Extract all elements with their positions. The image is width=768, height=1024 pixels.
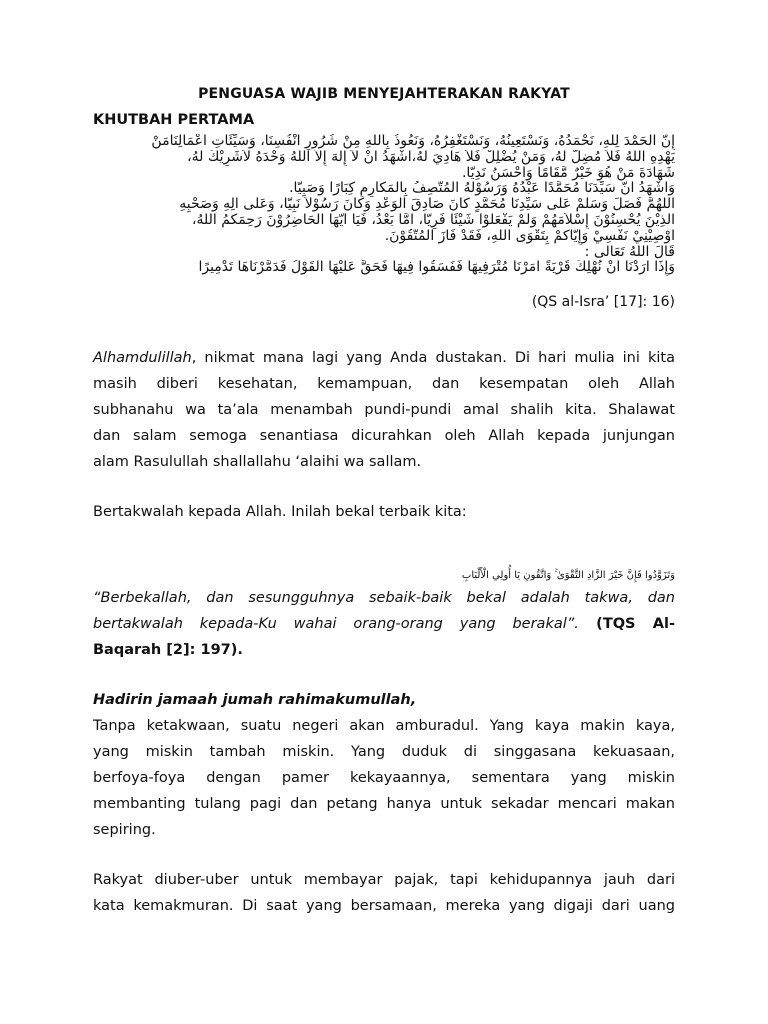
text-line: masih diberi kesehatan, kemampuan, dan kesempatan oleh Allah	[93, 376, 675, 392]
text-line: Baqarah [2]: 197).	[93, 642, 243, 658]
arabic-line: وَأَشْهَدُ أَنَّ سَيِّدَنَا مُحَمَّدًا عَبْدُهُ وَرَسُوْلُهُ الْمُتَّصِفُ بِالْمَكَارِمِ كِبَارًا وَصَبِيًّا.	[289, 181, 675, 197]
text-line: membanting tulang pagi dan petang hanya untuk sekadar mencari makan	[93, 796, 675, 812]
paragraph-hadirin	[93, 687, 675, 843]
section-heading: KHUTBAH PERTAMA	[93, 112, 255, 128]
text-line: Bertakwalah kepada Allah. Inilah bekal terbaik kita:	[93, 504, 467, 520]
arabic-line: اَللَّهُمَّ فَصَلِّ وَسَلِّمْ عَلَى سَيِّدِنَا مُحَمَّدٍ كَانَ صَادِقَ الْوَعْدِ وَكَانَ رَسُوْلاً نَبِيًّا، وَعَلَى آلِهِ وَصَحْبِهِ	[179, 197, 675, 213]
arabic-line: يَهْدِهِ اللَّهُ فَلاَ مُضِلَّ لَهُ، وَمَنْ يُضْلِلْ فَلاَ هَادِيَ لَهُ،أَشْهَدُ أَنْ لاَ إِلَهَ إِلاَّ اللهُ وَحْدَهُ لاَشَرِيْكَ لَهُ،	[187, 149, 675, 165]
arabic-opening	[93, 134, 675, 276]
paragraph-translation	[93, 585, 675, 663]
text-line: kata kemakmuran. Di saat yang bersamaan, mereka yang digaji dari uang	[93, 898, 675, 914]
paragraph-takwa	[93, 499, 675, 525]
text-line: Alhamdulillah, nikmat mana lagi yang Anda dustakan. Di hari mulia ini kita	[93, 350, 675, 366]
arabic-line: إِنَّ الْحَمْدَ لِلَّهِ، نَحْمَدُهُ، وَنَسْتَعِينُهُ، وَنَسْتَغْفِرُهُ، وَنَعُوذُ بِاللَّهِ مِنْ شُرُورِ أَنْفُسِنَا، وَسَيِّئَاتِ أَعْمَالِنَامَنْ	[151, 134, 675, 149]
paragraph-opening	[93, 345, 675, 475]
qs-reference: (QS al-Isra’ [17]: 16)	[531, 294, 675, 310]
arabic-line: شَهَادَةَ مَنْ هُوَ خَيْرٌ مَّقَامًا وَأَحْسَنُ نَدِيًّا.	[461, 165, 675, 181]
arabic-verse-small: وَتَزَوَّدُوا فَإِنَّ خَيْرَ الزَّادِ التَّقْوَىٰ ۚ وَاتَّقُونِ يَا أُولِي الْأَلْبَابِ	[461, 570, 675, 581]
text-line: Rakyat diuber-uber untuk membayar pajak, tapi kehidupannya jauh dari	[93, 872, 675, 888]
document-title: PENGUASA WAJIB MENYEJAHTERAKAN RAKYAT	[198, 86, 570, 102]
text-line: Tanpa ketakwaan, suatu negeri akan amburadul. Yang kaya makin kaya,	[93, 718, 675, 734]
text-line: subhanahu wa ta’ala menambah pundi-pundi amal shalih kita. Shalawat	[93, 402, 675, 418]
subheading: Hadirin jamaah jumah rahimakumullah,	[93, 692, 417, 708]
text-line: dan salam semoga senantiasa dicurahkan oleh Allah kepada junjungan	[93, 428, 675, 444]
italic-term: Alhamdulillah	[93, 350, 192, 366]
arabic-line: وَإِذَا أَرَدْنَا أَنْ نُهْلِكَ قَرْيَةً أَمَرْنَا مُتْرَفِيهَا فَفَسَقُوا فِيهَا فَحَقَّ عَلَيْهَا الْقَوْلُ فَدَمَّرْنَاهَا تَدْمِيرًا	[198, 260, 675, 276]
paragraph-rakyat	[93, 867, 675, 919]
text-line: “Berbekallah, dan sesungguhnya sebaik-baik bekal adalah takwa, dan	[93, 590, 675, 606]
text-line: alam Rasulullah shallallahu ‘alaihi wa sallam.	[93, 454, 422, 470]
text-line: sepiring.	[93, 822, 156, 838]
text-line: berfoya-foya dengan pamer kekayaannya, sementara yang miskin	[93, 770, 675, 786]
arabic-line: الَّذِيْنَ يُحْسِنُوْنَ إِسْلاَمَهُمْ وَلَمْ يَفْعَلُوْا شَيْئًا فَرِيًّا، أَمَّا بَعْدُ، فَيَا أَيُّهَا الْحَاضِرُوْنَ رَحِمَكُمُ اللهُ،	[191, 212, 675, 228]
arabic-line: قَالَ اللهُ تَعَالَى :	[584, 244, 675, 260]
arabic-line: أُوْصِيْنِيْ نَفْسِيْ وَإِيَّاكُمْ بِتَقْوَى اللهِ، فَقَدْ فَازَ الْمُتَّقُوْنَ.	[384, 228, 675, 244]
text-line: yang miskin tambah miskin. Yang duduk di singgasana kekuasaan,	[93, 744, 675, 760]
text-line: bertakwalah kepada-Ku wahai orang-orang yang berakal”. (TQS Al-	[93, 616, 675, 632]
